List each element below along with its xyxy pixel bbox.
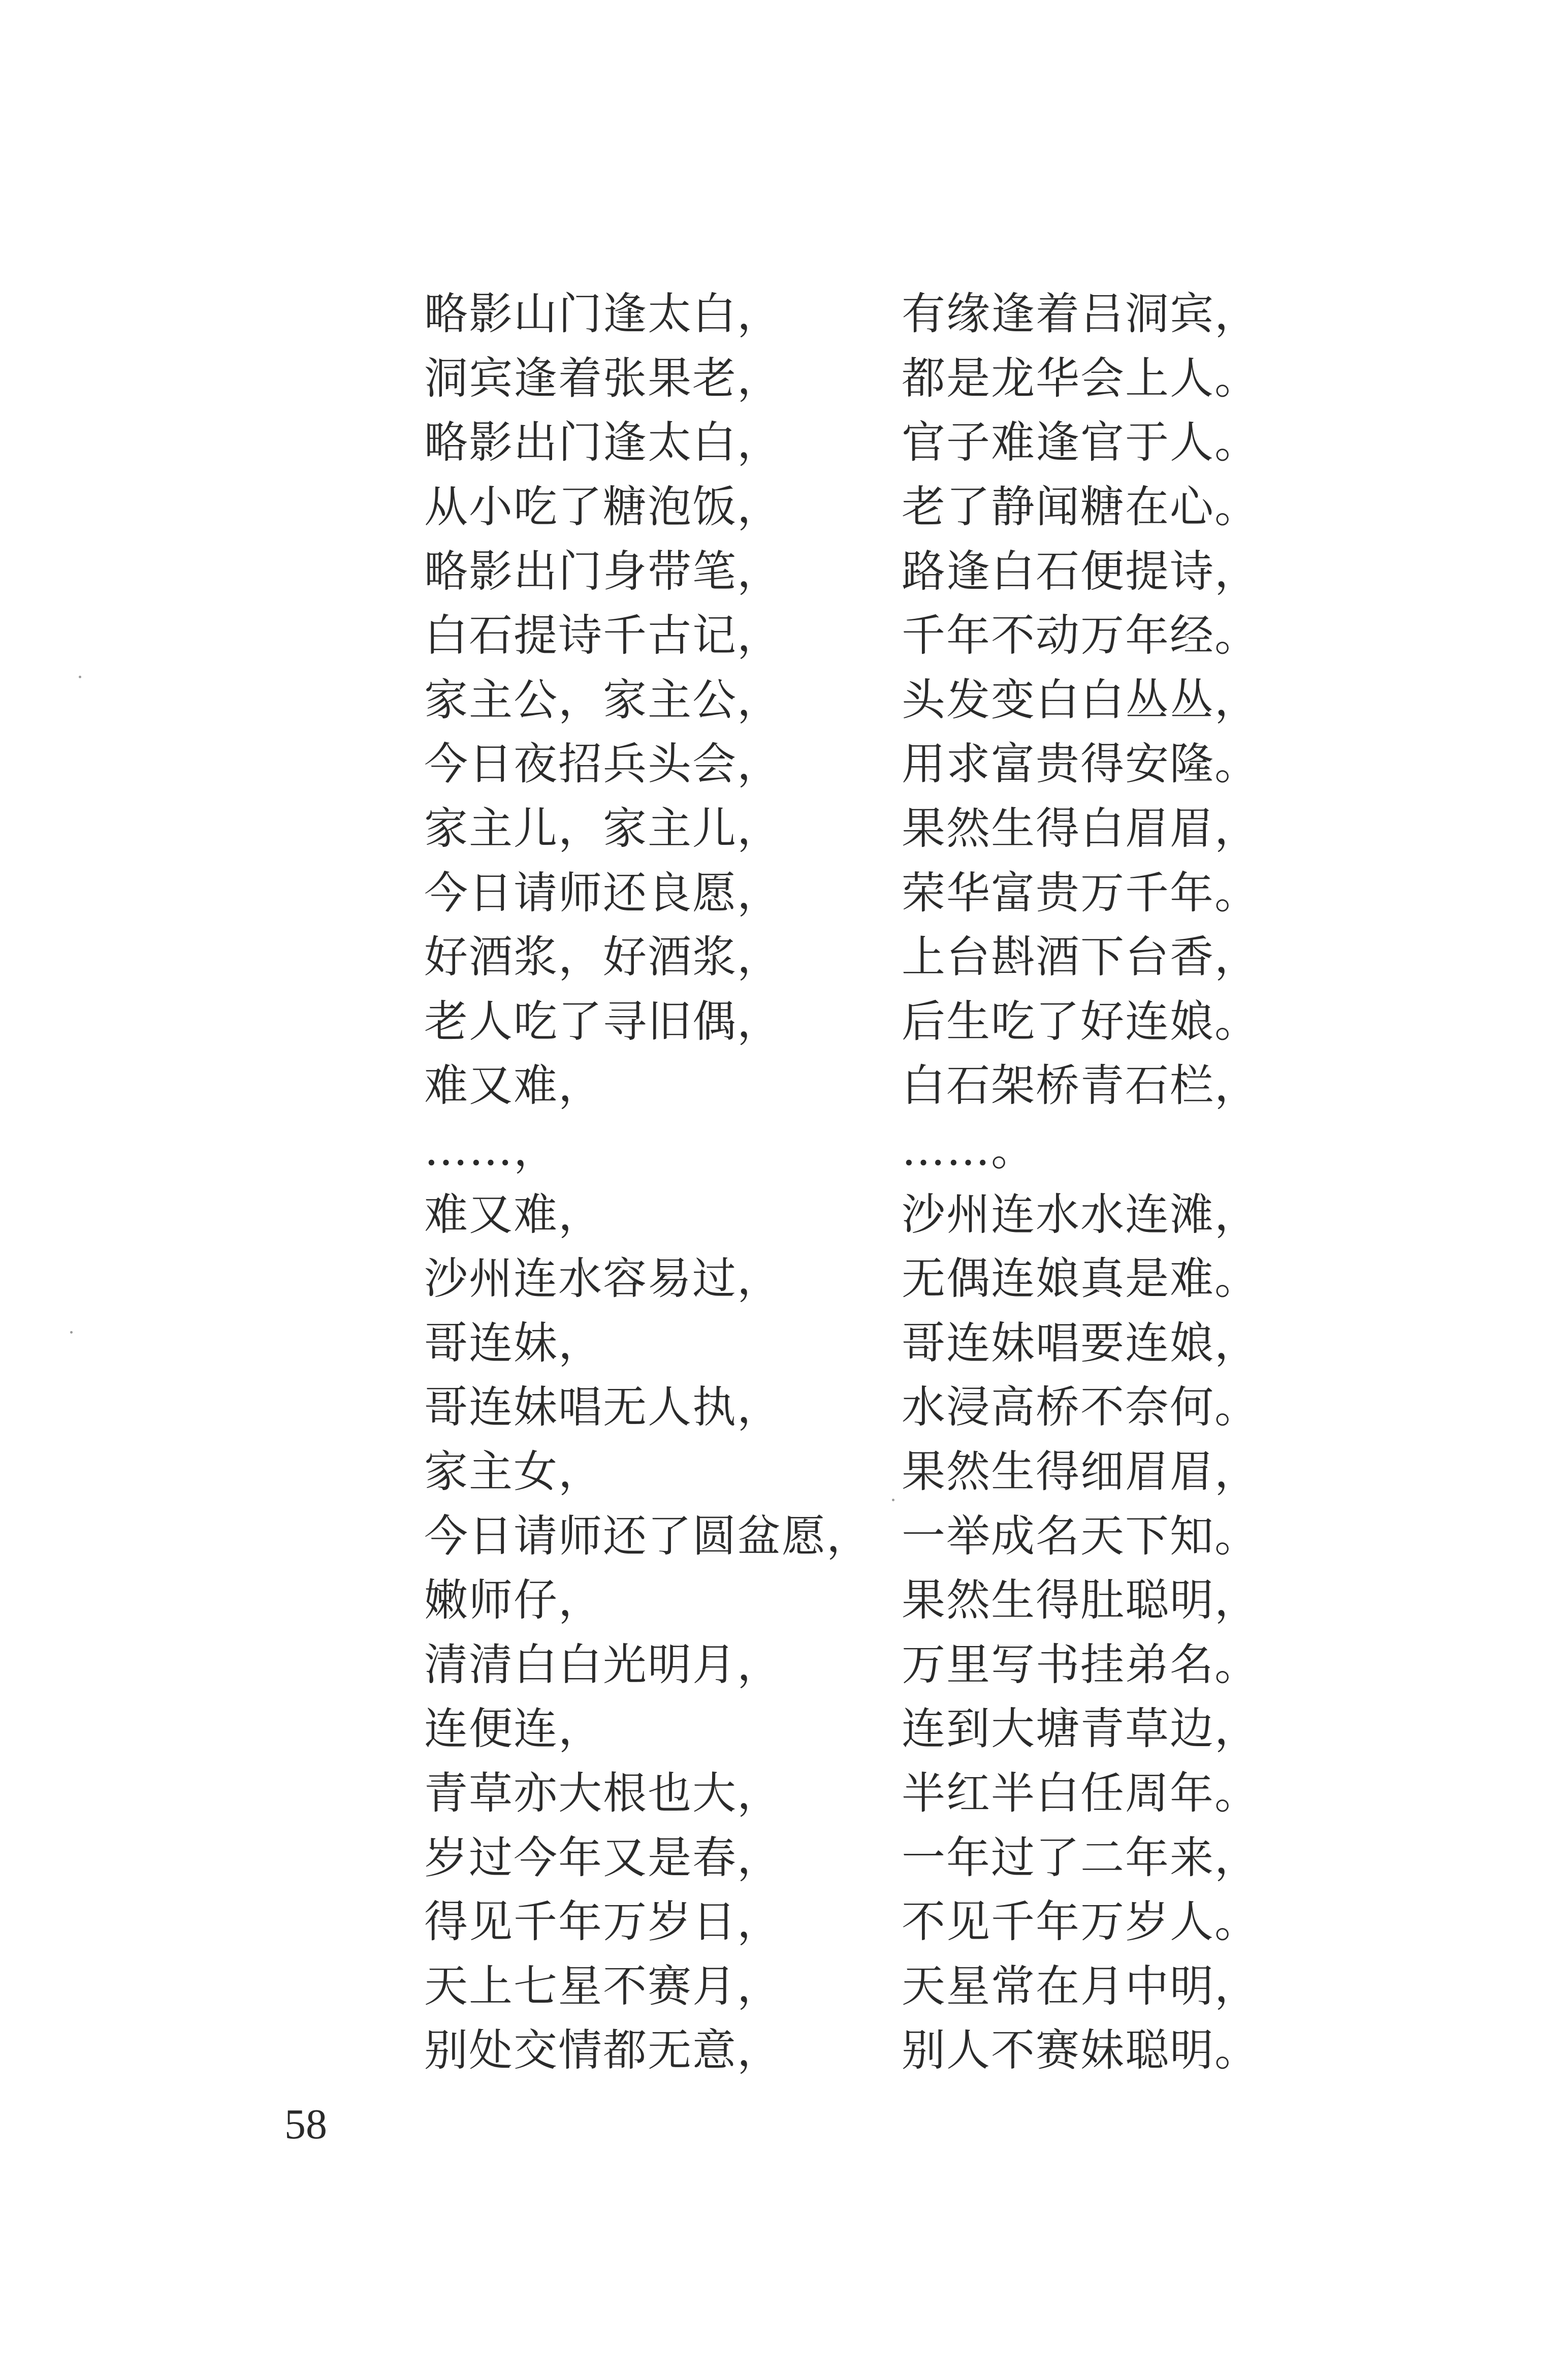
verse-row [424, 1504, 1288, 1568]
scan-speck [79, 676, 81, 678]
verse-right-line: 果然生得肚聪明， [902, 1575, 1259, 1626]
verse-right-line: 果然生得白眉眉， [902, 803, 1259, 855]
verse-row [424, 1697, 1288, 1761]
verse-table [424, 282, 1288, 2083]
verse-row [424, 732, 1288, 797]
verse-row [424, 1954, 1288, 2018]
verse-row [424, 1118, 1288, 1183]
verse-left-line: 好酒浆，好酒浆， [424, 932, 782, 983]
verse-left-line: 今日请师还了圆盆愿， [424, 1510, 871, 1562]
verse-right-line: 都是龙华会上人。 [902, 353, 1259, 404]
verse-row [424, 1247, 1288, 1311]
verse-right-line: 荣华富贵万千年。 [902, 867, 1259, 919]
verse-row [424, 1568, 1288, 1633]
verse-left-line: ……， [424, 1125, 558, 1176]
verse-row [424, 1761, 1288, 1826]
verse-left-line: 清清白白光明月， [424, 1639, 782, 1690]
verse-row [424, 1440, 1288, 1504]
verse-row [424, 346, 1288, 411]
verse-right-line: 沙州连水水连滩， [902, 1189, 1259, 1240]
verse-left-line: 岁过今年又是春， [424, 1832, 782, 1883]
verse-right-line: 连到大塘青草边， [902, 1703, 1259, 1755]
verse-row [424, 475, 1288, 540]
verse-left-line: 从小吃了糖泡饭， [424, 482, 782, 533]
verse-left-line: 白石提诗千古记， [424, 610, 782, 661]
verse-right-line: 别人不赛妹聪明。 [902, 2025, 1259, 2076]
verse-right-line: 水浸高桥不奈何。 [902, 1382, 1259, 1433]
verse-right-line: 万里写书挂弟名。 [902, 1639, 1259, 1690]
verse-left-line: 洞宾逢着张果老， [424, 353, 782, 404]
scan-speck [70, 1331, 73, 1334]
verse-row [424, 410, 1288, 475]
verse-left-line: 难又难， [424, 1189, 603, 1240]
verse-row [424, 1311, 1288, 1376]
verse-right-line: 不见千年万岁人。 [902, 1896, 1259, 1948]
verse-row [424, 925, 1288, 990]
verse-right-line: 一年过了二年来， [902, 1832, 1259, 1883]
verse-right-line: 路逢白石便提诗， [902, 546, 1259, 597]
verse-left-line: 天上七星不赛月， [424, 1960, 782, 2012]
verse-left-line: 哥连妹唱无人执， [424, 1382, 782, 1433]
verse-left-line: 略影出门逢太白， [424, 417, 782, 468]
verse-left-line: 哥连妹， [424, 1317, 603, 1369]
verse-row [424, 282, 1288, 346]
page-number: 58 [284, 2101, 327, 2148]
verse-left-line: 老人吃了寻旧偶， [424, 996, 782, 1047]
verse-right-line: 后生吃了好连娘。 [902, 996, 1259, 1047]
verse-right-line: 一举成名天下知。 [902, 1510, 1259, 1562]
verse-row [424, 539, 1288, 604]
verse-left-line: 略影山门逢太白， [424, 289, 782, 340]
verse-right-line: 白石架桥青石栏， [902, 1060, 1259, 1112]
verse-right-line: 官子难逢官于人。 [902, 417, 1259, 468]
verse-left-line: 难又难， [424, 1060, 603, 1112]
verse-row [424, 1825, 1288, 1890]
verse-left-line: 家主儿，家主儿， [424, 803, 782, 855]
verse-row [424, 990, 1288, 1054]
verse-right-line: 天星常在月中明， [902, 1960, 1259, 2012]
verse-left-line: 家主公，家主公， [424, 674, 782, 725]
verse-left-line: 沙州连水容易过， [424, 1253, 782, 1305]
verse-row [424, 797, 1288, 861]
verse-right-line: 头发变白白丛丛， [902, 674, 1259, 725]
verse-left-line: 青草亦大根也大， [424, 1767, 782, 1819]
verse-right-line: ……。 [902, 1125, 1036, 1176]
verse-row [424, 861, 1288, 925]
verse-row [424, 1632, 1288, 1697]
verse-right-line: 老了静闻糖在心。 [902, 482, 1259, 533]
verse-right-line: 有缘逢着吕洞宾， [902, 289, 1259, 340]
verse-right-line: 果然生得细眉眉， [902, 1446, 1259, 1497]
verse-row [424, 1890, 1288, 1954]
verse-left-line: 略影出门身带笔， [424, 546, 782, 597]
verse-right-line: 无偶连娘真是难。 [902, 1253, 1259, 1305]
verse-left-line: 连便连， [424, 1703, 603, 1755]
verse-left-line: 嫩师仔， [424, 1575, 603, 1626]
verse-right-line: 千年不动万年经。 [902, 610, 1259, 661]
verse-left-line: 家主女， [424, 1446, 603, 1497]
verse-row [424, 1054, 1288, 1118]
verse-left-line: 今日请师还良愿， [424, 867, 782, 919]
verse-row [424, 2018, 1288, 2083]
verse-row [424, 1182, 1288, 1247]
verse-right-line: 用求富贵得安隆。 [902, 739, 1259, 790]
verse-row [424, 604, 1288, 668]
verse-right-line: 上台斟酒下台香， [902, 932, 1259, 983]
verse-row [424, 1375, 1288, 1440]
scan-speck [892, 1499, 894, 1501]
verse-left-line: 得见千年万岁日， [424, 1896, 782, 1948]
verse-row [424, 668, 1288, 733]
verse-right-line: 半红半白任周年。 [902, 1767, 1259, 1819]
verse-left-line: 今日夜招兵头会， [424, 739, 782, 790]
verse-left-line: 别处交情都无意， [424, 2025, 782, 2076]
verse-right-line: 哥连妹唱要连娘， [902, 1317, 1259, 1369]
